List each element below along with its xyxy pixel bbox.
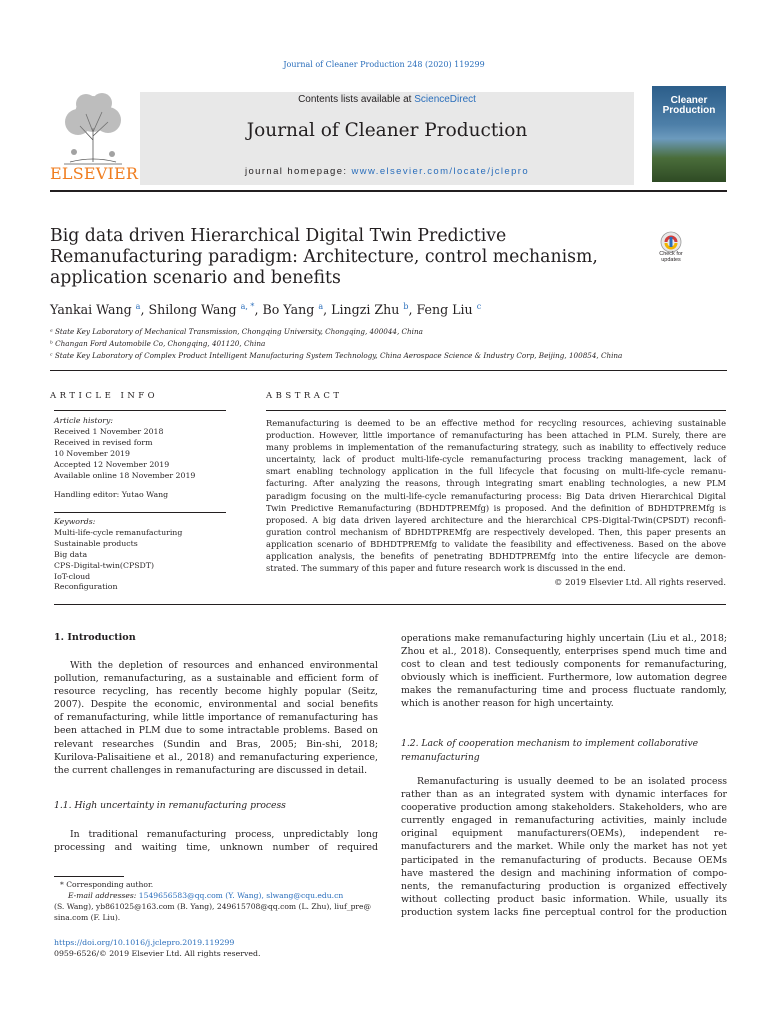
text-line: In traditional remanufacturing process, unpredictably long (70, 829, 378, 840)
subsection-heading-line: remanufacturing (401, 752, 480, 763)
handling-editor: Handling editor: Yutao Wang (54, 490, 169, 500)
history-entry: Received in revised form (54, 437, 153, 447)
keywords (54, 517, 234, 593)
text-line: which is another reason for high uncertainty. (401, 698, 614, 710)
text-line: resource recycling, has recently become highly popular (Seitz, (54, 686, 378, 698)
subsection-heading-1-2 (401, 737, 698, 765)
doi-link[interactable]: https://doi.org/10.1016/j.jclepro.2019.119299 (54, 938, 235, 947)
text-line: With the depletion of resources and enhanced environmental (70, 660, 378, 671)
text-line: without collecting product basic information. While, usually its (401, 893, 727, 905)
text-line: production system lacks fine perceptual control for the production (401, 906, 727, 918)
abstract-line: smart enabling technology application in the full lifecycle that focusing on multi-life-cycle remanu- (266, 466, 726, 477)
author-affil-mark[interactable]: a (318, 302, 324, 311)
keyword-item: Reconfiguration (54, 582, 118, 592)
text-line: original equipment manufacturers(OEMs), independent re- (401, 828, 727, 840)
subsection-heading-line: 1.2. Lack of cooperation mechanism to implement collaborative (401, 738, 699, 749)
corresponding-author-note: * Corresponding author. (60, 880, 154, 889)
text-line: cooperative production among stakeholders. Stakeholders, who are (401, 802, 727, 814)
text-line: the current challenges in remanufacturing are discussed in detail. (54, 764, 368, 776)
journal-homepage-line (140, 166, 634, 177)
abstract-line: application scenario of BDHDTPREMfg to validate the feasibility and effectiveness. Based on the above (266, 538, 726, 549)
journal-name: Journal of Cleaner Production (246, 120, 528, 141)
affiliation-a: ᵃ State Key Laboratory of Mechanical Transmission, Chongqing University, Chongqing, 400044, China (50, 327, 423, 336)
article-info-heading: ARTICLE INFO (50, 391, 159, 401)
abstract-line: many problems in implementation of the remanufacturing strategy, such as inability to effectively reduce (266, 442, 726, 453)
author-name[interactable]: Shilong Wang (148, 302, 237, 318)
text-line: of remanufacturing, while little importance of remanufacturing has (54, 712, 378, 724)
issn-copyright: 0959-6526/© 2019 Elsevier Ltd. All rights reserved. (54, 949, 261, 958)
text-line: Zhou et al., 2018). Consequently, enterprises spend much time and (401, 646, 727, 658)
history-label: Article history: (54, 416, 114, 425)
keywords-label: Keywords: (54, 517, 96, 526)
paper-title: Big data driven Hierarchical Digital Twin Predictive Remanufacturing paradigm: Architecture, control mechanism, application scenario and benefits (50, 226, 598, 288)
contents-line (140, 94, 634, 105)
text-line: 2007). Despite the economic, environmental and social benefits (54, 699, 378, 711)
keyword-item: Big data (54, 549, 88, 559)
author-name[interactable]: Feng Liu (416, 302, 473, 318)
text-line: currently engaged in remanufacturing activities, mainly include (401, 815, 727, 827)
abstract-line: Twin Predictive Remanufacturing (BDHDTPREMfg) is proposed. And the definition of BDHDTPREMfg is (266, 502, 726, 513)
keywords-rule (54, 512, 226, 513)
abstract-line: strated. The summary of this paper and future research work is discussed in the end. (266, 563, 626, 574)
abstract-bottom-rule (54, 604, 726, 605)
abstract-body (266, 417, 726, 574)
abstract-line: production. However, little importance of remanufacturing has been attached in PLM. Surely, there are (266, 430, 726, 441)
affiliation-b: ᵇ Changan Ford Automobile Co, Chongqing, 401120, China (50, 339, 266, 348)
check-for-updates-label[interactable]: Check for updates (659, 251, 683, 263)
section-heading-introduction: 1. Introduction (54, 632, 136, 643)
text-line: Remanufacturing is usually deemed to be an isolated process (417, 776, 727, 787)
keyword-item: CPS-Digital-twin(CPSDT) (54, 560, 155, 570)
text-line: makes the remanufacturing time and process fluctuate randomly, (401, 685, 727, 697)
abstract-line: Remanufacturing is deemed to be an effective method for recycling resources, achieving sustainable (266, 418, 726, 428)
text-line: manufacturers and the market. While only the market has not yet (401, 841, 727, 853)
keyword-item: IoT-cloud (54, 571, 91, 581)
cover-title-line-2: Production (662, 105, 716, 116)
text-line: cost to clean and test tediously components for remanufacturing, (401, 659, 727, 671)
homepage-prefix: journal homepage: (244, 166, 352, 177)
intro-paragraph-1 (54, 659, 378, 777)
article-info-rule (54, 410, 226, 411)
contents-prefix: Contents lists available at (298, 94, 415, 105)
homepage-link[interactable]: www.elsevier.com/locate/jclepro (351, 166, 530, 177)
author-affil-mark[interactable]: a (135, 302, 141, 311)
abstract-line: proposed. A big data driven layered architecture and the hierarchical CPS-Digital-Twin(CPSDT) reconfi- (266, 514, 726, 525)
text-line: Kurilova-Palisaitiene et al., 2018) and remanufacturing experience, (54, 751, 378, 763)
email-links-line-2[interactable]: (S. Wang), yb861025@163.com (B. Yang), 249615708@qq.com (L. Zhu), liuf_pre@ (54, 901, 372, 911)
article-history (54, 416, 234, 501)
affiliation-c: ᶜ State Key Laboratory of Complex Product Intelligent Manufacturing System Technology, China Aerospace Science & Industry Corp, Beijing, 100854, China (50, 351, 623, 360)
publisher-name: ELSEVIER (50, 164, 139, 183)
author-name[interactable]: Lingzi Zhu (331, 302, 400, 318)
text-line: rather than as an integrated system with dynamic interfaces for (401, 789, 727, 801)
right-paragraph-2 (401, 775, 727, 919)
abstract-line: facturing. After analyzing the reasons, through integrating smart enabling technologies, a new PLM (266, 478, 726, 489)
journal-cover-title (652, 96, 726, 116)
history-entry: Accepted 12 November 2019 (54, 459, 170, 469)
header-divider (50, 190, 727, 192)
cover-title-line-1: Cleaner (670, 95, 708, 106)
text-line: pollution, remanufacturing, as a sustainable and efficient form of (54, 673, 378, 685)
email-links-line-3[interactable]: sina.com (F. Liu). (54, 912, 121, 922)
right-paragraph-1 (401, 632, 727, 711)
author-name[interactable]: Yankai Wang (50, 302, 132, 318)
intro-paragraph-2 (54, 828, 378, 854)
email-label: E-mail addresses: (68, 890, 139, 900)
subsection-heading-1-1: 1.1. High uncertainty in remanufacturing process (54, 800, 286, 811)
abstract-line: guration control mechanism of BDHDTPREMfg are respectively developed. Then, this paper presents an (266, 526, 726, 537)
abstract-line: uncertainty, lack of product multi-life-cycle remanufacturing process tracking management, lack of (266, 454, 726, 465)
author-name[interactable]: Bo Yang (262, 302, 315, 318)
abstract-heading: ABSTRACT (266, 391, 343, 401)
author-list: Yankai Wang $^a$, Shilong Wang $^{a, *}$, Bo Yang $^a$, Lingzi Zhu $^b$, Feng Liu $^c$ (50, 302, 482, 318)
history-entry: Received 1 November 2018 (54, 426, 164, 436)
text-line: obviously which is inefficient. Furthermore, low automation degree (401, 672, 727, 684)
text-line: processing and waiting time, unknown number of required (54, 842, 378, 854)
text-line: nents, the remanufacturing production is organized effectively (401, 880, 727, 892)
abstract-copyright: © 2019 Elsevier Ltd. All rights reserved. (554, 577, 726, 587)
text-line: operations make remanufacturing highly uncertain (Liu et al., 2018; (401, 633, 727, 644)
author-affil-mark[interactable]: a, * (240, 302, 255, 311)
footnote (54, 880, 380, 924)
abstract-line: application analysis, the benefits of penetrating BDHDTPREMfg into the entire lifecycle are demon- (266, 551, 726, 562)
history-entry: Available online 18 November 2019 (54, 470, 196, 480)
history-entry: 10 November 2019 (54, 448, 130, 458)
keyword-item: Sustainable products (54, 538, 138, 548)
abstract-rule (266, 410, 726, 411)
section-divider (50, 370, 727, 371)
text-line: participated in the remanufacturing of products. Because OEMs (401, 854, 727, 866)
journal-citation-link[interactable]: Journal of Cleaner Production 248 (2020) 119299 (283, 60, 485, 69)
text-line: been attached in PLM due to some intractable problems. Based on (54, 725, 378, 737)
sciencedirect-link[interactable]: ScienceDirect (414, 94, 476, 105)
text-line: have mastered the design and machining information of compo- (401, 867, 727, 879)
email-links-line-1[interactable]: 1549656583@qq.com (Y. Wang), slwang@cqu.edu.cn (138, 890, 344, 900)
author-affil-mark[interactable]: b (403, 302, 409, 311)
footnote-rule (54, 876, 124, 877)
abstract-line: paradigm focusing on the multi-life-cycle remanufacturing process: Big Data driven Hierarchical Digital (266, 490, 726, 501)
author-affil-mark[interactable]: c (476, 302, 482, 311)
text-line: relevant researches (Sundin and Bras, 2005; Bin-shi, 2018; (54, 738, 378, 750)
keyword-item: Multi-life-cycle remanufacturing (54, 527, 183, 537)
